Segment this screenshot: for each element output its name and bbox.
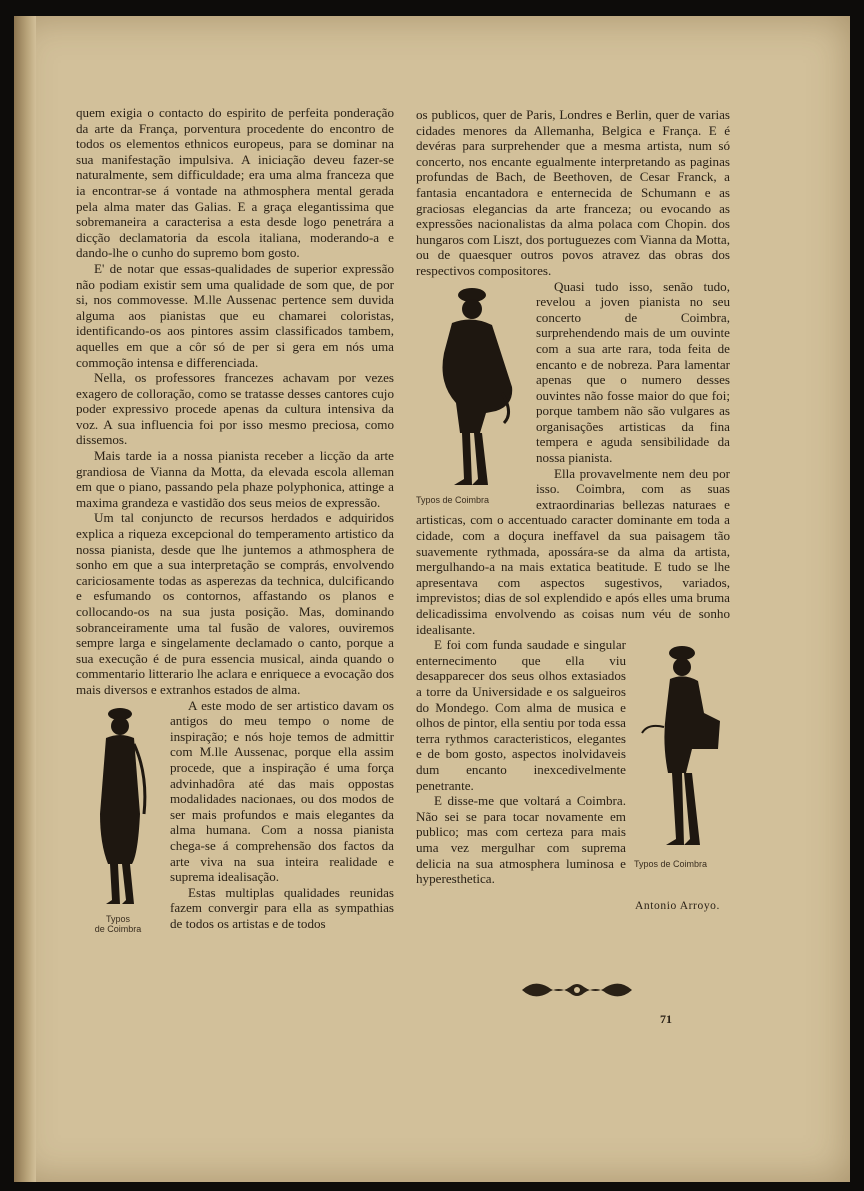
figure-caption-line2: de Coimbra bbox=[94, 923, 142, 934]
paragraph: A este modo de ser artistico davam os antigos do meu tempo o nome de inspiração; e nós hoje temos de admittir com M.lle Aussenac, porque ella assim procede, que a inspiração é uma força advinhadôra até das mais oppostas modalidades nacionaes, ou dos modos de ser mais profundos e mais elegantes da alma humana. Com a nossa pianista chega-se á comprehensão dos factos da arte viva na sua inteira realidade e suprema idealisação. bbox=[170, 697, 394, 885]
student-carrying-book-silhouette bbox=[634, 643, 730, 859]
paragraph: Nella, os professores francezes achavam por vezes exagero de colloração, como se tratasse desses cantores cujo poder expressivo procede apenas da cultura intensiva da voz. A sua influencia foi por isso mesmo preciosa, como dissemos. bbox=[76, 370, 394, 448]
paragraph: E disse-me que voltará a Coimbra. Não sei se para tocar novamente em publico; mas com certeza para mais uma vez mergulhar com suprema delicia na sua atmosphera luminosa e hyperesthetica. bbox=[416, 793, 626, 887]
paragraph: E' de notar que essas-qualidades de superior expressão não podiam existir sem uma qualidade de som que, de por si, nos commovesse. M.lle Aussenac pertence sem duvida alguma aos pianistas que eu chamarei coloristas, identificando-os aos pintores assim classificados tambem, aquelles em que a côr só de per si gera em nós uma commoção intensa e differenciada. bbox=[76, 260, 394, 370]
figure-caption: Typos de Coimbra bbox=[634, 859, 708, 870]
figure-caption: Typos de Coimbra bbox=[416, 494, 490, 505]
illustration-student-cloak bbox=[76, 704, 160, 938]
paragraph: Ella provavelmente nem deu por isso. Coimbra, com as suas extraordinarias bellezas naturaes e artisticas, com o accentuado caracter dominante em toda a cidade, com a doçura ineffavel da sua paisagem tão suavemente rythmada, apossára-se da alma da artista, mergulhando-a na mais extatica beatitude. E tudo se lhe apresentava com aspectos sugestivos, variados, imprevistos; dias de sol explendido e após elles uma bruma delicadissima envolvendo as coisas num véu de sonho idealisante. bbox=[416, 465, 730, 637]
article-left-column bbox=[76, 105, 394, 938]
figure-caption-line1: Typos bbox=[105, 913, 130, 924]
paragraph: E foi com funda saudade e singular enternecimento que ella viu desapparecer dos seus olhos extasiados a torre da Universidade e os salgueiros do Mondego. Com alma de musica e olhos de pintor, ella sentiu por toda essa terra rythmos caracteristicos, elegantes e de bom gosto, aspectos inolvidaveis dum encanto inexcedivelmente penetrante. bbox=[416, 637, 626, 793]
author-signature: Antonio Arroyo. bbox=[634, 899, 720, 912]
decorative-ornament-icon bbox=[514, 975, 640, 1010]
paragraph: Estas multiplas qualidades reunidas fazem convergir para ella as sympathias de todos os artistas e de todos bbox=[170, 884, 394, 931]
paragraph: Um tal conjuncto de recursos herdados e adquiridos explica a riqueza excepcional do temperamento artistico da nossa pianista, desde que lhe juntemos a athmosphera de sonho em que a sua interpretação se comprás, envolvendo cariciosamente todas as asperezas da technica, dulcificando e esfumando os contornos, affastando os planos e collocando-os na sua justa posição. Mas, dominando sobranceiramente uma tal fusão de valores, ouviremos sempre larga e singelamente declamado o canto, porque a sua execução é de pura essencia musical, ainda quando o commentario litterario lhe aclara e enriquece a evocação dos mais diversos e extranhos estados de alma. bbox=[76, 510, 394, 697]
paragraph: os publicos, quer de Paris, Londres e Berlin, quer de varias cidades menores da Allemanha, Belgica e França. E é devéras para surprehender que a mesma artista, num só concerto, nos encante egualmente interpretando as paginas profundas de Bach, de Beethoven, de Cesar Franck, a fantasia encantadora e enternecida de Schumann e as graciosas elegancias da arte franceza; ou evocando as expressões nacionalistas da alma polaca com Chopin. dos hungaros com Liszt, dos portuguezes com Vianna da Motta, ou de quaesquer outros povos atravez das obras dos respectivos compositores. bbox=[416, 107, 730, 278]
student-silhouette-figure bbox=[76, 704, 160, 914]
student-with-instrument-silhouette bbox=[416, 283, 528, 495]
illustration-student-guitar bbox=[416, 283, 528, 511]
article-right-column bbox=[416, 107, 730, 914]
page-number: 71 bbox=[660, 1012, 672, 1026]
paragraph: Mais tarde ia a nossa pianista receber a licção da arte grandiosa de Vianna da Motta, da elevada escola alleman em que o piano, passando pela phaze polyphonica, attinge a maxima grandeza e vastidão dos seus meios de expressão. bbox=[76, 448, 394, 510]
illustration-student-book bbox=[634, 643, 730, 875]
paragraph: quem exigia o contacto do espirito de perfeita ponderação da arte da França, porventura procedente do encontro de todos os elementos ethnicos europeus, para se dominar na sua manifestação impulsiva. A iniciação deveu fazer-se naturalmente, sem difficuldade; era uma alma franceza que ia encontrar-se á vontade na athmosphera mental gerada pela alma mater das Galias. E a graça elegantissima que sobremaneira a caracterisa a esta desde logo penetrára a dicção declamatoria da escola italiana, moderando-a e dando-lhe o cunho do supremo bom gosto. bbox=[76, 105, 394, 261]
paragraph: Quasi tudo isso, senão tudo, revelou a joven pianista no seu concerto de Coimbra, surprehendendo mais de um ouvinte com a sua arte rara, toda feita de encanto e de nobreza. Para lamentar apenas que o numero desses ouvintes não fosse maior do que foi; porque tambem não são vulgares as organisações artisticas da fina tempera e aguda sensibilidade da nossa pianista. bbox=[536, 278, 730, 466]
page-binding-edge bbox=[14, 16, 36, 1182]
